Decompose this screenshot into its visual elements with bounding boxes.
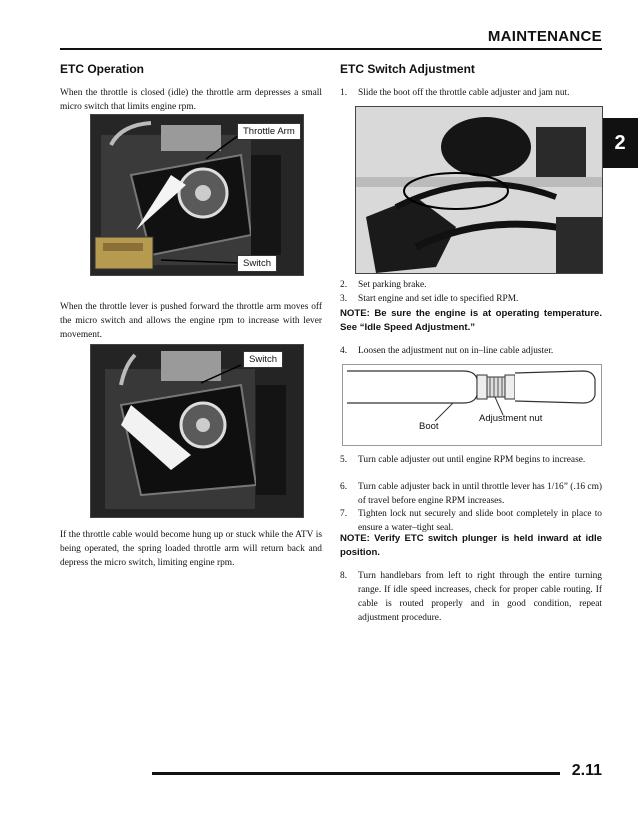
step-number: 4. xyxy=(340,346,348,356)
step-text: Loosen the adjustment nut on in–line cable adjuster. xyxy=(358,346,554,356)
step-7 xyxy=(340,507,602,535)
step-6 xyxy=(340,480,602,508)
footer-rule xyxy=(152,772,560,775)
step-number: 2. xyxy=(340,280,348,290)
step-2 xyxy=(340,278,602,292)
switch-photo xyxy=(90,344,304,518)
etc-operation-forward-text: When the throttle lever is pushed forward the throttle arm moves off the micro switch and allows the engine rpm to increase with lever movement. xyxy=(60,302,322,340)
page-number: 2.11 xyxy=(571,762,602,779)
etc-switch-adjustment-heading: ETC Switch Adjustment xyxy=(340,62,475,76)
step-text: Tighten lock nut securely and slide boot completely in place to ensure a water–tight seal. xyxy=(358,509,602,533)
cable-adjuster-diagram xyxy=(342,364,602,446)
step-3 xyxy=(340,292,602,306)
throttle-arm-photo xyxy=(90,114,304,276)
step-number: 8. xyxy=(340,571,348,581)
step-text: Start engine and set idle to specified RPM. xyxy=(358,294,519,304)
etc-operation-intro: When the throttle is closed (idle) the throttle arm depresses a small micro switch that limits engine rpm. xyxy=(60,88,322,112)
throttle-arm-callout: Throttle Arm xyxy=(237,123,301,140)
step-text: Turn cable adjuster back in until throttle lever has 1/16” (.16 cm) of travel before engine RPM increases. xyxy=(358,482,602,506)
handlebar-illustration xyxy=(356,107,602,273)
step-number: 3. xyxy=(340,294,348,304)
step-5 xyxy=(340,453,602,481)
step-8 xyxy=(340,569,602,625)
step-text: Turn cable adjuster out until engine RPM begins to increase. xyxy=(358,455,586,465)
switch-callout: Switch xyxy=(237,255,277,272)
etc-operation-heading: ETC Operation xyxy=(60,62,145,76)
step-1 xyxy=(340,86,602,100)
plunger-note: NOTE: Verify ETC switch plunger is held inward at idle position. xyxy=(340,533,602,558)
throttle-open-illustration xyxy=(91,345,303,517)
step-text: Slide the boot off the throttle cable adjuster and jam nut. xyxy=(358,88,570,98)
step-number: 5. xyxy=(340,455,348,465)
step-number: 7. xyxy=(340,509,348,519)
etc-operation-stuck-text: If the throttle cable would become hung up or stuck while the ATV is being operated, the spring loaded throttle arm will return back and depress the micro switch, limiting engine rpm. xyxy=(60,530,322,568)
adjustment-nut-label: Adjustment nut xyxy=(479,413,543,424)
step-4 xyxy=(340,344,602,358)
section-title: MAINTENANCE xyxy=(487,28,602,45)
chapter-tab: 2 xyxy=(602,118,638,168)
step-text: Set parking brake. xyxy=(358,280,427,290)
step-number: 1. xyxy=(340,88,348,98)
step-number: 6. xyxy=(340,482,348,492)
boot-label: Boot xyxy=(419,421,439,432)
switch-callout-2: Switch xyxy=(243,351,283,368)
cable-diagram-drawing xyxy=(343,365,601,445)
header-rule xyxy=(60,48,602,50)
cable-adjuster-photo xyxy=(355,106,603,274)
operating-temperature-note: NOTE: Be sure the engine is at operating temperature. See “Idle Speed Adjustment.” xyxy=(340,308,602,333)
step-text: Turn handlebars from left to right through the entire turning range. If idle speed increases, check for proper cable routing. If cable is routed properly and in good condition, repeat adjustment procedure. xyxy=(358,571,602,623)
